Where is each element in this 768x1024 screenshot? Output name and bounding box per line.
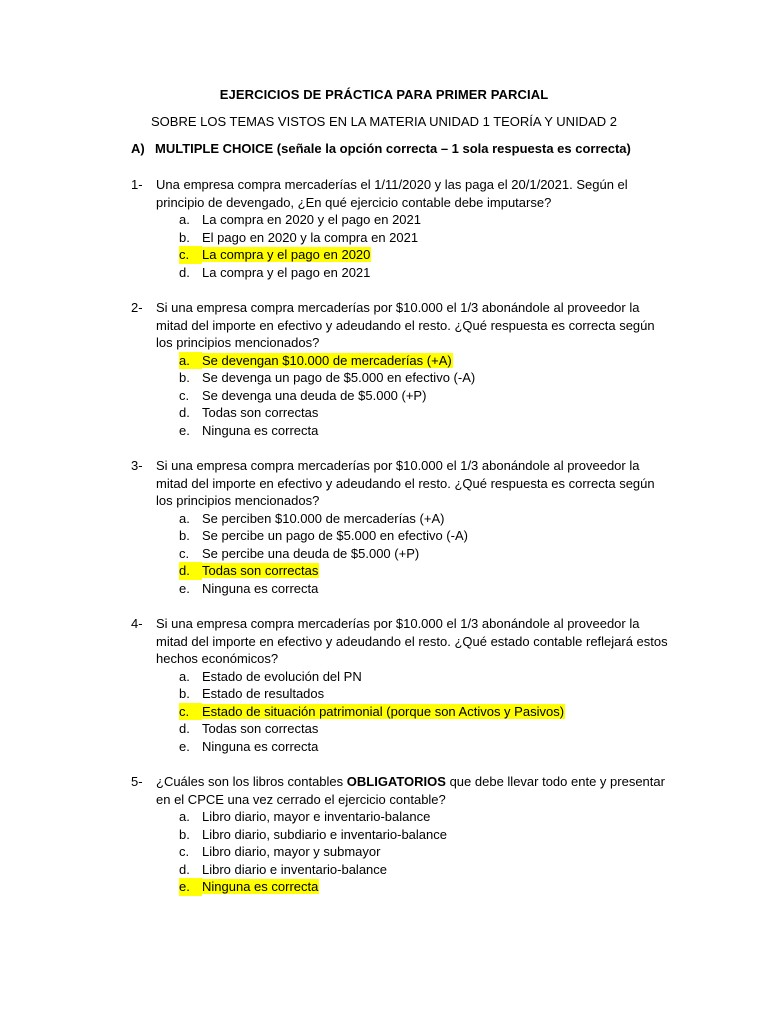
- option-text: [202, 808, 431, 826]
- option-list: [179, 510, 671, 598]
- question-item: [131, 457, 671, 597]
- option-letter: [179, 685, 202, 703]
- option-text-content: Se percibe un pago de $5.000 en efectivo (-A): [202, 528, 468, 543]
- option-text-content: La compra en 2020 y el pago en 2021: [202, 212, 422, 227]
- section-letter: A): [131, 141, 145, 156]
- option-text: [202, 685, 325, 703]
- option-letter-text: a.: [179, 352, 190, 368]
- option-letter-text: b.: [179, 686, 190, 701]
- option-item: [179, 808, 671, 826]
- option-letter-text: e.: [179, 580, 190, 596]
- option-list: [179, 211, 671, 281]
- question-number: 5-: [131, 774, 143, 789]
- option-letter: [179, 229, 202, 247]
- option-text-content: Estado de situación patrimonial (porque son Activos y Pasivos): [202, 703, 565, 719]
- option-text: [202, 369, 476, 387]
- option-letter-text: c.: [179, 387, 190, 403]
- option-item-highlighted: [179, 703, 671, 721]
- question-item: [131, 176, 671, 281]
- option-letter-text: c.: [179, 545, 190, 561]
- option-letter: [179, 246, 202, 264]
- option-letter-text: e.: [179, 738, 190, 754]
- question-number: 2-: [131, 300, 143, 315]
- question-number: 3-: [131, 458, 143, 473]
- option-letter: [179, 861, 202, 879]
- option-text-content: Se devenga un pago de $5.000 en efectivo (-A): [202, 370, 476, 385]
- option-letter-text: b.: [179, 229, 190, 245]
- option-item: [179, 843, 671, 861]
- option-letter: [179, 738, 202, 756]
- option-letter-text: d.: [179, 861, 190, 877]
- option-text: [202, 510, 445, 528]
- question-item: [131, 773, 671, 896]
- option-text-content: Todas son correctas: [202, 721, 319, 736]
- option-text-content: Ninguna es correcta: [202, 580, 319, 596]
- option-item-highlighted: [179, 562, 671, 580]
- option-text-content: El pago en 2020 y la compra en 2021: [202, 229, 419, 245]
- question-number: 4-: [131, 616, 143, 631]
- option-letter-text: c.: [179, 844, 190, 859]
- option-text-content: Estado de resultados: [202, 686, 325, 701]
- option-letter-text: e.: [179, 879, 190, 894]
- option-letter: [179, 580, 202, 598]
- option-letter-text: b.: [179, 826, 190, 842]
- option-letter: [179, 878, 202, 896]
- option-text: [202, 387, 427, 405]
- option-letter: [179, 211, 202, 229]
- option-item: [179, 527, 671, 545]
- option-text-content: La compra y el pago en 2021: [202, 264, 371, 280]
- option-letter: [179, 369, 202, 387]
- option-letter-text: e.: [179, 422, 190, 438]
- option-item: [179, 826, 671, 844]
- option-text-content: Se percibe una deuda de $5.000 (+P): [202, 545, 420, 561]
- option-letter: [179, 264, 202, 282]
- question-text: Si una empresa compra mercaderías por $10.000 el 1/3 abonándole al proveedor la mitad del importe en efectivo y adeudando el resto. ¿Qué estado contable reflejará estos hechos económicos?: [156, 616, 668, 666]
- option-item: [179, 369, 671, 387]
- document-title: EJERCICIOS DE PRÁCTICA PARA PRIMER PARCIAL: [219, 87, 549, 102]
- option-item: [179, 861, 671, 879]
- option-text-content: Libro diario, subdiario e inventario-balance: [202, 826, 447, 842]
- option-letter-text: c.: [179, 703, 190, 719]
- option-letter: [179, 545, 202, 563]
- option-letter: [179, 352, 202, 370]
- option-text-content: Todas son correctas: [202, 563, 319, 578]
- option-item: [179, 264, 671, 282]
- option-item: [179, 387, 671, 405]
- option-item: [179, 580, 671, 598]
- option-text: [202, 264, 371, 282]
- option-letter: [179, 387, 202, 405]
- option-text: [202, 703, 565, 721]
- question-number: 1-: [131, 177, 143, 192]
- option-text: [202, 826, 448, 844]
- option-letter-text: d.: [179, 563, 190, 578]
- option-letter: [179, 510, 202, 528]
- question-line: [131, 615, 671, 668]
- option-letter: [179, 668, 202, 686]
- option-letter-text: c.: [179, 247, 190, 262]
- option-letter: [179, 422, 202, 440]
- option-list: [179, 808, 671, 896]
- option-text: [202, 738, 319, 756]
- option-letter-text: a.: [179, 212, 190, 227]
- option-letter-text: d.: [179, 264, 190, 280]
- option-text: [202, 580, 319, 598]
- option-list: [179, 668, 671, 756]
- question-line: [131, 176, 671, 211]
- option-text-content: Ninguna es correcta: [202, 422, 319, 438]
- option-text: [202, 422, 319, 440]
- option-letter-text: b.: [179, 528, 190, 543]
- option-item: [179, 668, 671, 686]
- option-text: [202, 352, 453, 370]
- option-text: [202, 211, 422, 229]
- option-letter: [179, 826, 202, 844]
- option-text: [202, 562, 319, 580]
- option-text: [202, 404, 319, 422]
- option-letter: [179, 527, 202, 545]
- option-text: [202, 668, 363, 686]
- option-item: [179, 738, 671, 756]
- document-subtitle: SOBRE LOS TEMAS VISTOS EN LA MATERIA UNIDAD 1 TEORÍA Y UNIDAD 2: [151, 114, 617, 129]
- option-item: [179, 545, 671, 563]
- section-label: MULTIPLE CHOICE (señale la opción correcta – 1 sola respuesta es correcta): [155, 141, 631, 156]
- option-item-highlighted: [179, 878, 671, 896]
- option-text-content: Libro diario, mayor y submayor: [202, 844, 381, 859]
- question-text-emphasis: OBLIGATORIOS: [346, 774, 446, 789]
- section-heading: [131, 140, 688, 158]
- option-text: [202, 229, 419, 247]
- option-text: [202, 720, 319, 738]
- option-text: [202, 246, 371, 264]
- option-letter: [179, 562, 202, 580]
- option-item: [179, 685, 671, 703]
- option-letter: [179, 404, 202, 422]
- question-text: Si una empresa compra mercaderías por $10.000 el 1/3 abonándole al proveedor la mitad del importe en efectivo y adeudando el resto. ¿Qué respuesta es correcta según los principios mencionados?: [156, 458, 655, 508]
- option-letter-text: a.: [179, 510, 190, 526]
- option-item: [179, 510, 671, 528]
- option-letter-text: b.: [179, 370, 190, 385]
- option-text: [202, 878, 319, 896]
- question-item: [131, 615, 671, 755]
- option-text-content: Se devenga una deuda de $5.000 (+P): [202, 387, 427, 403]
- option-item-highlighted: [179, 246, 671, 264]
- question-text: Una empresa compra mercaderías el 1/11/2020 y las paga el 20/1/2021. Según el principio de devengado, ¿En qué ejercicio contable debe imputarse?: [156, 177, 628, 210]
- option-letter-text: d.: [179, 721, 190, 736]
- option-letter: [179, 720, 202, 738]
- option-text-content: Se devengan $10.000 de mercaderías (+A): [202, 352, 452, 368]
- option-text-content: Todas son correctas: [202, 405, 319, 420]
- option-text-content: Ninguna es correcta: [202, 738, 319, 754]
- option-text: [202, 861, 388, 879]
- option-letter-text: a.: [179, 668, 190, 684]
- option-text: [202, 545, 420, 563]
- question-text: Si una empresa compra mercaderías por $10.000 el 1/3 abonándole al proveedor la mitad del importe en efectivo y adeudando el resto. ¿Qué respuesta es correcta según los principios mencionados?: [156, 300, 655, 350]
- option-text-content: Libro diario e inventario-balance: [202, 861, 388, 877]
- option-letter: [179, 703, 202, 721]
- option-item: [179, 229, 671, 247]
- option-letter: [179, 808, 202, 826]
- option-item: [179, 404, 671, 422]
- option-letter: [179, 843, 202, 861]
- option-text: [202, 843, 381, 861]
- option-letter-text: a.: [179, 809, 190, 824]
- option-item: [179, 720, 671, 738]
- question-text-part: ¿Cuáles son los libros contables: [156, 774, 347, 789]
- question-line: [131, 299, 671, 352]
- option-text-content: Se perciben $10.000 de mercaderías (+A): [202, 510, 445, 526]
- option-text-content: La compra y el pago en 2020: [202, 247, 371, 262]
- option-text-content: Estado de evolución del PN: [202, 668, 362, 684]
- option-text: [202, 527, 469, 545]
- option-item-highlighted: [179, 352, 671, 370]
- question-text-part: que debe llevar todo ente y presentar en el CPCE una vez cerrado el ejercicio contable?: [156, 774, 665, 807]
- option-list: [179, 352, 671, 440]
- question-list: [131, 176, 671, 914]
- question-line: [131, 773, 671, 808]
- question-line: [131, 457, 671, 510]
- option-item: [179, 211, 671, 229]
- option-item: [179, 422, 671, 440]
- option-letter-text: d.: [179, 405, 190, 420]
- option-text-content: Libro diario, mayor e inventario-balance: [202, 809, 431, 824]
- option-text-content: Ninguna es correcta: [202, 879, 319, 894]
- question-item: [131, 299, 671, 439]
- question-text: [156, 773, 671, 808]
